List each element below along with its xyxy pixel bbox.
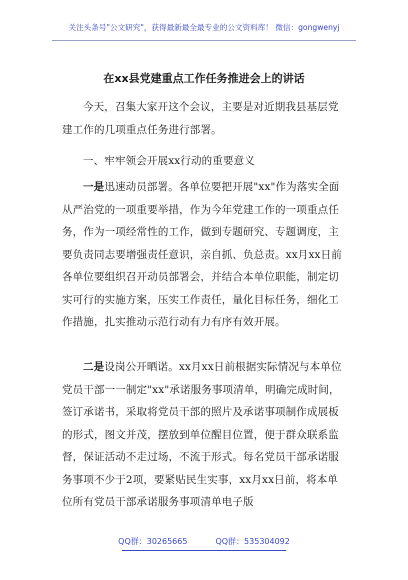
header-banner: 关注头条号"公文研究"，获得最新最全最专业的公文资料库！ 微信：gongwenyj (68, 23, 340, 32)
header-divider (52, 40, 356, 41)
footer-qq-group-1: QQ群：30265665 (118, 537, 188, 546)
paragraph-2-text: 设岗公开晒诺。xx月xx日前根据实际情况与本单位党员干部一一制定"xx"承诺服务事项清单，明确完成时间，签订承诺书，采取将党员干部的照片及承诺事项制作成展板的形式，图文并茂，摆放到单位醒目位置，便于群众联系监督，保证活动不走过场，不流于形式。每名党员干部承诺服务事项不少于2项，要紧贴民生实事，xx月xx日前，将本单位所有党员干部承诺服务事项清单电子版 (62, 361, 342, 508)
footer-divider (122, 550, 286, 551)
paragraph-2-lead: 二是 (83, 361, 105, 373)
section-heading-1: 一、牢牢领会开展xx行动的重要意义 (83, 155, 255, 167)
footer-qq-groups (0, 536, 408, 547)
paragraph-1-lead: 一是 (83, 181, 105, 193)
paragraph-1 (62, 176, 348, 334)
footer-qq-group-2: QQ群：535304092 (215, 537, 290, 546)
document-title: 在xx县党建重点工作任务推进会上的讲话 (103, 72, 305, 85)
paragraph-1-text: 迅速动员部署。各单位要把开展"xx"作为落实全面从严治党的一项重要举措，作为今年党建工作的一项重点任务，作为一项经常性的工作，做到专题研究、专题调度，主要负责同志要增强责任意识，亲自抓、负总责。xx月xx日前各单位要组织召开动员部署会，并结合本单位职能，制定切实可行的实施方案，压实工作责任，量化目标任务，细化工作措施，扎实推动示范行动有力有序有效开展。 (62, 181, 342, 328)
intro-paragraph: 今天，召集大家开这个会议，主要是对近期我县基层党建工作的几项重点任务进行部署。 (62, 101, 339, 136)
paragraph-2 (62, 356, 348, 514)
